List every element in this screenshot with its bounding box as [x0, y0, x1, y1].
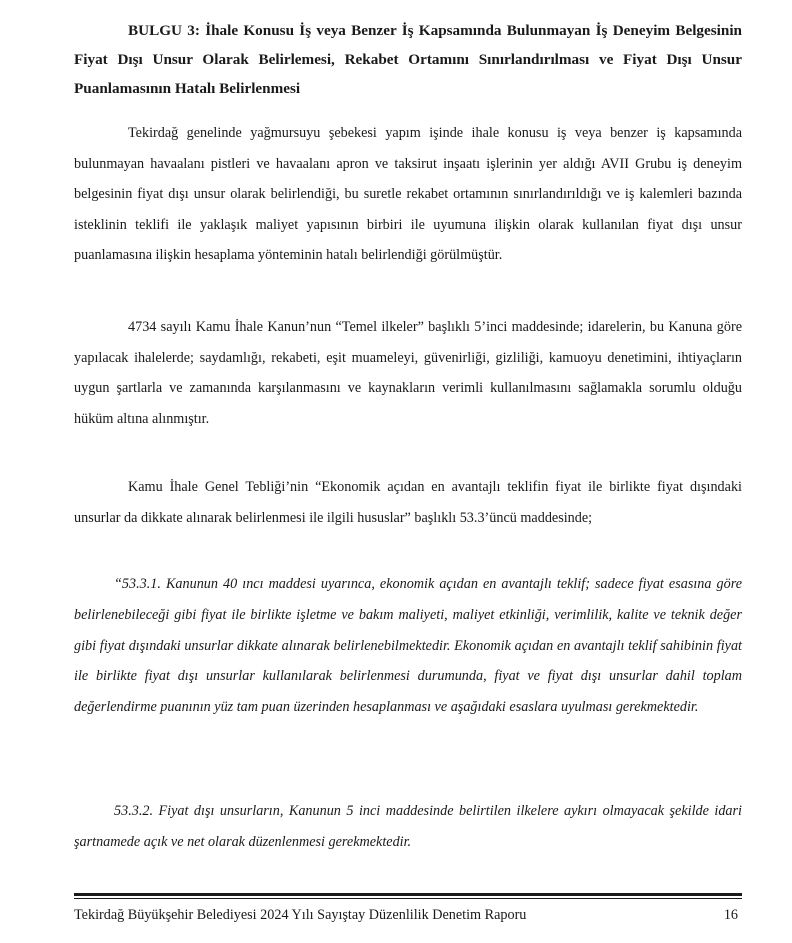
page-number: 16	[723, 907, 738, 923]
footer-divider-thin	[74, 898, 742, 899]
paragraph-law-reference: 4734 sayılı Kamu İhale Kanun’nun “Temel ilkeler” başlıklı 5’inci maddesinde; idarelerin, bu Kanuna göre yapılacak ihalelerde; saydamlığı, rekabeti, eşit muameleyi, güvenirliği, gizliliği, kamuoyu denetimini, ihtiyaçların uygun şartlarla ve zamanında karşılanmasını ve kaynakların verimli kullanılmasını sağlamakla sorumlu olduğu hüküm altına alınmıştır.	[74, 319, 742, 427]
footer-report-title: Tekirdağ Büyükşehir Belediyesi 2024 Yılı Sayıştay Düzenlilik Denetim Raporu	[74, 907, 527, 923]
footer-divider	[74, 893, 742, 896]
paragraph-communique-reference: Kamu İhale Genel Tebliği’nin “Ekonomik açıdan en avantajlı teklifin fiyat ile birlikte fiyat dışındaki unsurlar da dikkate alınarak belirlenmesi ile ilgili hususlar” başlıklı 53.3’üncü maddesinde;	[74, 479, 742, 526]
paragraph-finding-summary: Tekirdağ genelinde yağmursuyu şebekesi yapım işinde ihale konusu iş veya benzer iş kapsamında bulunmayan havaalanı pistleri ve havaalanı apron ve taksirut inşaatı işlerinin yer aldığı AVII Grubu iş deneyim belgesinin fiyat dışı unsur olarak belirlendiği, bu suretle rekabet ortamının sınırlandırıldığı ve iş kalemleri bazında isteklinin teklifi ile yaklaşık maliyet yapısının birbiri ile uyumuna ilişkin olarak kullanılan fiyat dışı unsur puanlamasına ilişkin hesaplama yönteminin hatalı belirlendiği görülmüştür.	[74, 125, 742, 264]
quote-article-53-3-2: 53.3.2. Fiyat dışı unsurların, Kanunun 5 inci maddesinde belirtilen ilkelere aykırı olmayacak şekilde idari şartnamede açık ve net olarak düzenlenmesi gerekmektedir.	[74, 803, 742, 850]
finding-title: BULGU 3: İhale Konusu İş veya Benzer İş Kapsamında Bulunmayan İş Deneyim Belgesinin Fiyat Dışı Unsur Olarak Belirlemesi, Rekabet Ortamını Sınırlandırılması ve Fiyat Dışı Unsur Puanlamasının Hatalı Belirlenmesi	[74, 22, 742, 97]
quote-article-53-3-1: “53.3.1. Kanunun 40 ıncı maddesi uyarınca, ekonomik açıdan en avantajlı teklif; sadece fiyat esasına göre belirlenebileceği gibi fiyat ile birlikte işletme ve bakım maliyeti, maliyet etkinliği, verimlilik, kalite ve teknik değer gibi fiyat dışındaki unsurlar dikkate alınarak belirlenebilmektedir. Ekonomik açıdan en avantajlı teklif sahibinin fiyat ile birlikte fiyat dışı unsurlar kullanılarak belirlenmesi durumunda, fiyat ve fiyat dışı unsurlar dahil toplam değerlendirme puanının yüz tam puan üzerinden hesaplanması ve aşağıdaki esaslara uyulması gerekmektedir.	[74, 576, 742, 716]
